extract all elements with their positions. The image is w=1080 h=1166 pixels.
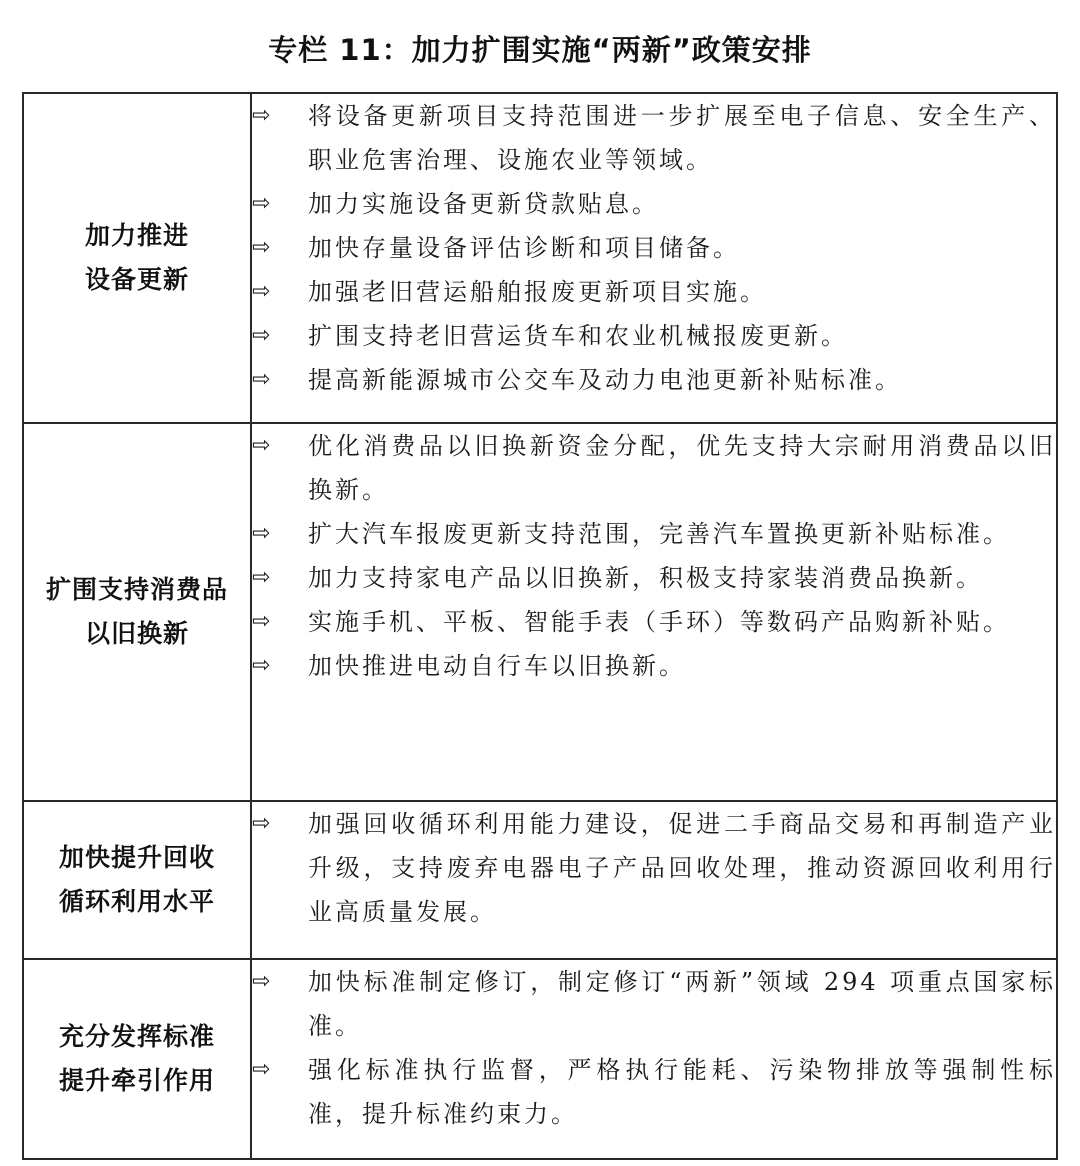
table-row [23, 801, 1057, 959]
right-arrow-icon: ⇨ [252, 1057, 271, 1082]
right-arrow-icon: ⇨ [252, 279, 271, 304]
items-cell [251, 93, 1057, 423]
category-line: 提升牵引作用 [58, 1066, 215, 1095]
right-arrow-icon: ⇨ [252, 433, 271, 458]
category-line: 扩围支持消费品 [45, 575, 228, 604]
list-item: ⇨ 实施手机、平板、智能手表（手环）等数码产品购新补贴。 [252, 600, 1056, 644]
category-line: 充分发挥标准 [58, 1022, 215, 1051]
right-arrow-icon: ⇨ [252, 653, 271, 678]
category-line: 循环利用水平 [58, 887, 215, 916]
table-row [23, 423, 1057, 801]
list-item: ⇨ 扩围支持老旧营运货车和农业机械报废更新。 [252, 314, 1056, 358]
right-arrow-icon: ⇨ [252, 367, 271, 392]
items-cell [251, 801, 1057, 959]
table-row [23, 959, 1057, 1159]
right-arrow-icon: ⇨ [252, 521, 271, 546]
category-line: 以旧换新 [84, 619, 189, 648]
items-cell [251, 423, 1057, 801]
right-arrow-icon: ⇨ [252, 191, 271, 216]
list-item: ⇨ 加快标准制定修订，制定修订“两新”领域 294 项重点国家标准。 [252, 960, 1056, 1048]
category-cell [23, 93, 251, 423]
list-item: ⇨ 将设备更新项目支持范围进一步扩展至电子信息、安全生产、职业危害治理、设施农业等领域。 [252, 94, 1056, 182]
category-line: 加快提升回收 [58, 843, 215, 872]
right-arrow-icon: ⇨ [252, 235, 271, 260]
right-arrow-icon: ⇨ [252, 811, 271, 836]
list-item: ⇨ 加力支持家电产品以旧换新，积极支持家装消费品换新。 [252, 556, 1056, 600]
list-item: ⇨ 强化标准执行监督，严格执行能耗、污染物排放等强制性标准，提升标准约束力。 [252, 1048, 1056, 1136]
list-item: ⇨ 加快存量设备评估诊断和项目储备。 [252, 226, 1056, 270]
list-item: ⇨ 加力实施设备更新贷款贴息。 [252, 182, 1056, 226]
items-cell [251, 959, 1057, 1159]
category-line: 设备更新 [84, 265, 189, 294]
category-cell [23, 959, 251, 1159]
list-item: ⇨ 加强老旧营运船舶报废更新项目实施。 [252, 270, 1056, 314]
list-item: ⇨ 加强回收循环利用能力建设，促进二手商品交易和再制造产业升级，支持废弃电器电子产品回收处理，推动资源回收利用行业高质量发展。 [252, 802, 1056, 934]
right-arrow-icon: ⇨ [252, 323, 271, 348]
page-title: 专栏 11：加力扩围实施“两新”政策安排 [268, 33, 812, 67]
list-item: ⇨ 提高新能源城市公交车及动力电池更新补贴标准。 [252, 358, 1056, 402]
right-arrow-icon: ⇨ [252, 103, 271, 128]
category-cell [23, 423, 251, 801]
list-item: ⇨ 优化消费品以旧换新资金分配，优先支持大宗耐用消费品以旧换新。 [252, 424, 1056, 512]
right-arrow-icon: ⇨ [252, 609, 271, 634]
right-arrow-icon: ⇨ [252, 565, 271, 590]
right-arrow-icon: ⇨ [252, 969, 271, 994]
category-cell [23, 801, 251, 959]
category-line: 加力推进 [84, 221, 189, 250]
list-item: ⇨ 扩大汽车报废更新支持范围，完善汽车置换更新补贴标准。 [252, 512, 1056, 556]
policy-table [22, 92, 1058, 1160]
table-row [23, 93, 1057, 423]
list-item: ⇨ 加快推进电动自行车以旧换新。 [252, 644, 1056, 688]
